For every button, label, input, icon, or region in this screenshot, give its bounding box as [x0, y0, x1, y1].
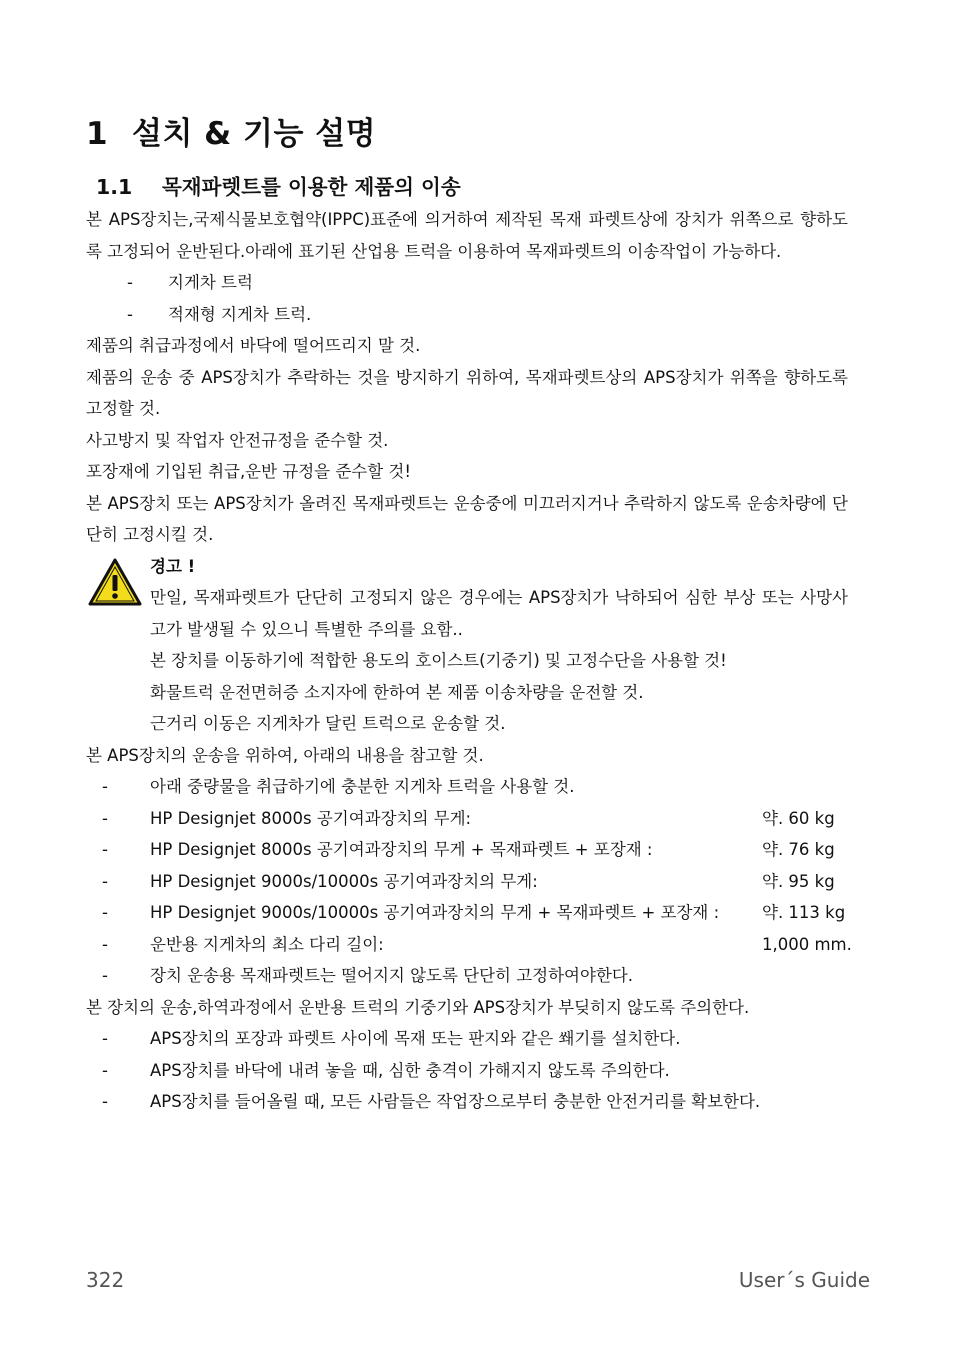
spec-label: HP Designjet 8000s 공기여과장치의 무게:	[150, 808, 472, 828]
spec-label: HP Designjet 8000s 공기여과장치의 무게 + 목재파렛트 + 포장재 :	[150, 840, 653, 859]
spec-row: - HP Designjet 9000s/10000s 공기여과장치의 무게 + 목재파렛트 + 포장재 : 약. 113 kg	[86, 897, 848, 929]
spec-label: HP Designjet 9000s/10000s 공기여과장치의 무게:	[150, 871, 538, 891]
warning-line: 근거리 이동은 지게차가 달린 트럭으로 운송할 것.	[150, 714, 506, 733]
spec-value: 약. 60 kg	[762, 808, 835, 828]
spec-value: 약. 113 kg	[762, 903, 846, 922]
list-item: - 지게차 트럭	[127, 273, 253, 292]
document-body	[86, 204, 852, 1118]
rule-paragraph: 제품의 운송 중 APS장치가 추락하는 것을 방지하기 위하여, 목재파렛트상의 APS장치가 위쪽을 향하도록 고정할 것.	[86, 367, 848, 418]
spec-label: 운반용 지게차의 최소 다리 길이:	[150, 934, 384, 954]
spec-value: 1,000 mm.	[762, 934, 852, 954]
chapter-number: 1	[86, 116, 109, 152]
rule-paragraph: 제품의 취급과정에서 바닥에 떨어뜨리지 말 것.	[86, 336, 421, 355]
section-heading	[96, 170, 461, 200]
chapter-heading	[86, 108, 376, 153]
spec-row: - HP Designjet 8000s 공기여과장치의 무게: 약. 60 kg	[86, 803, 848, 835]
transport-intro: 본 APS장치의 운송을 위하여, 아래의 내용을 참고할 것.	[86, 745, 484, 765]
rule-paragraph: 본 APS장치 또는 APS장치가 올려진 목재파렛트는 운송중에 미끄러지거나 추락하지 않도록 운송차량에 단단히 고정시킬 것.	[86, 493, 848, 544]
rule-paragraph: 사고방지 및 작업자 안전규정을 준수할 것.	[86, 430, 389, 450]
section-title: 목재파렛트를 이용한 제품의 이송	[162, 175, 461, 199]
warning-box	[86, 551, 848, 740]
spec-row: - 장치 운송용 목재파렛트는 떨어지지 않도록 단단히 고정하여야한다.	[102, 966, 634, 985]
spec-row: - HP Designjet 8000s 공기여과장치의 무게 + 목재파렛트 + 포장재 : 약. 76 kg	[86, 834, 848, 866]
list-item: - APS장치를 바닥에 내려 놓을 때, 심한 충격이 가해지지 않도록 주의한다.	[102, 1060, 670, 1080]
rule-paragraph: 포장재에 기입된 취급,운반 규정을 준수할 것!	[86, 462, 411, 481]
spec-value: 약. 95 kg	[762, 871, 835, 891]
warning-line: 본 장치를 이동하기에 적합한 용도의 호이스트(기중기) 및 고정수단을 사용할 것!	[150, 651, 727, 670]
chapter-title: 설치 & 기능 설명	[132, 116, 377, 152]
warning-triangle-icon	[88, 557, 142, 607]
spec-value: 약. 76 kg	[762, 840, 835, 859]
spec-row: - 아래 중량물을 취급하기에 충분한 지게차 트럭을 사용할 것.	[102, 777, 575, 796]
page-number: 322	[86, 1268, 125, 1292]
spec-label: 장치 운송용 목재파렛트는 떨어지지 않도록 단단히 고정하여야한다.	[150, 966, 634, 985]
spec-label: 아래 중량물을 취급하기에 충분한 지게차 트럭을 사용할 것.	[150, 777, 575, 796]
guide-title: User´s Guide	[738, 1268, 870, 1292]
spec-row: - 운반용 지게차의 최소 다리 길이: 1,000 mm.	[86, 929, 848, 961]
warning-title: 경고 !	[150, 556, 196, 576]
section-number: 1.1	[96, 175, 133, 199]
list-item: - APS장치의 포장과 파렛트 사이에 목재 또는 판지와 같은 쐐기를 설치한다.	[102, 1029, 681, 1048]
intro-paragraph: 본 APS장치는,국제식물보호협약(IPPC)표준에 의거하여 제작된 목재 파렛트상에 장치가 위쪽으로 향하도록 고정되어 운반된다.아래에 표기된 산업용 트럭을 이용하여 목재파렛트의 이송작업이 가능하다.	[86, 210, 848, 261]
spec-label: HP Designjet 9000s/10000s 공기여과장치의 무게 + 목재파렛트 + 포장재 :	[150, 903, 720, 922]
warning-line: 만일, 목재파렛트가 단단히 고정되지 않은 경우에는 APS장치가 낙하되어 심한 부상 또는 사망사고가 발생될 수 있으니 특별한 주의를 요함..	[150, 588, 848, 639]
warning-line: 화물트럭 운전면허증 소지자에 한하여 본 제품 이송차량을 운전할 것.	[150, 682, 644, 702]
handling-intro: 본 장치의 운송,하역과정에서 운반용 트럭의 기중기와 APS장치가 부딪히지 않도록 주의한다.	[86, 997, 750, 1017]
list-item: - APS장치를 들어올릴 때, 모든 사람들은 작업장으로부터 충분한 안전거리를 확보한다.	[102, 1092, 761, 1111]
spec-row: - HP Designjet 9000s/10000s 공기여과장치의 무게: 약. 95 kg	[86, 866, 848, 898]
list-item: - 적재형 지게차 트럭.	[127, 304, 312, 324]
